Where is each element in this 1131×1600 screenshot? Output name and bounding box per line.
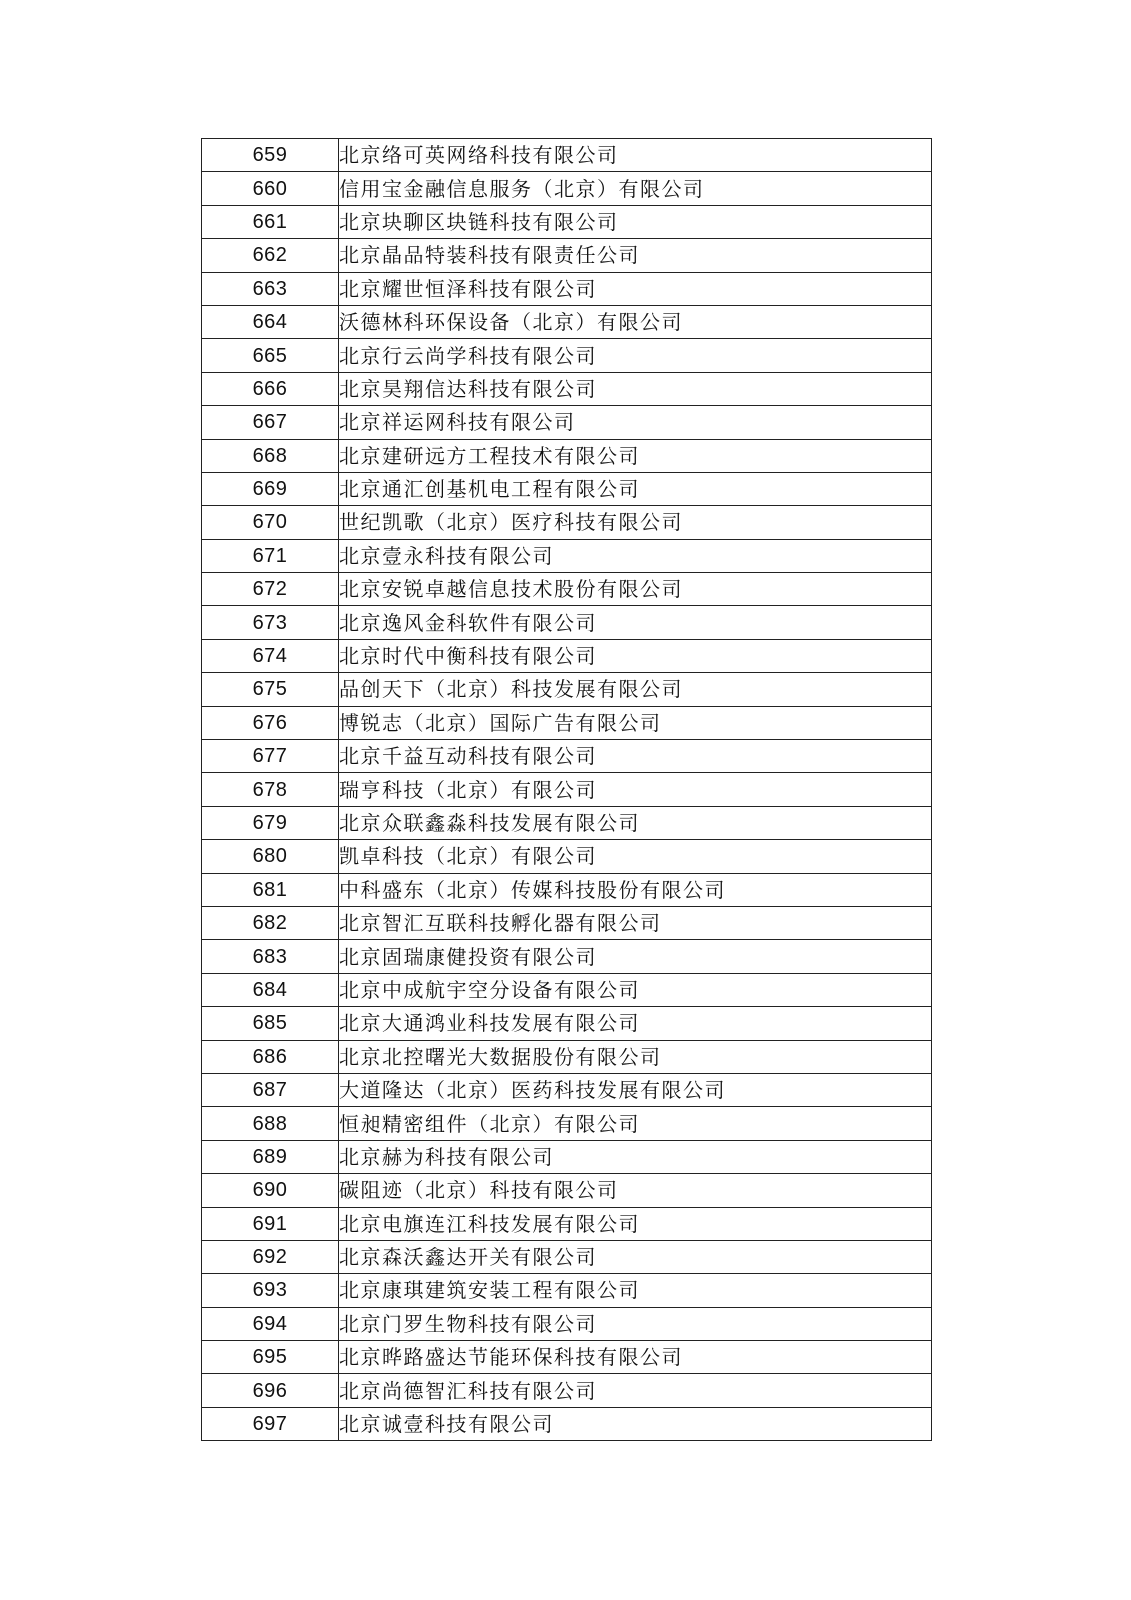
company-name: 北京赫为科技有限公司 bbox=[339, 1140, 932, 1173]
table-row bbox=[202, 1007, 932, 1040]
table-row bbox=[202, 406, 932, 439]
table-row bbox=[202, 573, 932, 606]
row-number: 660 bbox=[202, 172, 339, 205]
company-name: 北京祥运网科技有限公司 bbox=[339, 406, 932, 439]
row-number: 676 bbox=[202, 706, 339, 739]
row-number: 686 bbox=[202, 1040, 339, 1073]
row-number: 685 bbox=[202, 1007, 339, 1040]
table-row bbox=[202, 973, 932, 1006]
company-name: 北京晶品特装科技有限责任公司 bbox=[339, 239, 932, 272]
company-name: 北京行云尚学科技有限公司 bbox=[339, 339, 932, 372]
row-number: 690 bbox=[202, 1174, 339, 1207]
row-number: 697 bbox=[202, 1407, 339, 1440]
row-number: 664 bbox=[202, 305, 339, 338]
row-number: 674 bbox=[202, 639, 339, 672]
table-row bbox=[202, 773, 932, 806]
company-name: 北京智汇互联科技孵化器有限公司 bbox=[339, 906, 932, 939]
table-row bbox=[202, 205, 932, 238]
row-number: 672 bbox=[202, 573, 339, 606]
row-number: 683 bbox=[202, 940, 339, 973]
company-name: 北京逸风金科软件有限公司 bbox=[339, 606, 932, 639]
table-row bbox=[202, 1307, 932, 1340]
row-number: 692 bbox=[202, 1240, 339, 1273]
company-name: 北京通汇创基机电工程有限公司 bbox=[339, 472, 932, 505]
row-number: 689 bbox=[202, 1140, 339, 1173]
company-name: 北京北控曙光大数据股份有限公司 bbox=[339, 1040, 932, 1073]
company-name: 北京电旗连江科技发展有限公司 bbox=[339, 1207, 932, 1240]
table-row bbox=[202, 139, 932, 172]
table-row bbox=[202, 673, 932, 706]
row-number: 669 bbox=[202, 472, 339, 505]
company-name: 恒昶精密组件（北京）有限公司 bbox=[339, 1107, 932, 1140]
company-name: 北京壹永科技有限公司 bbox=[339, 539, 932, 572]
company-name: 北京诚壹科技有限公司 bbox=[339, 1407, 932, 1440]
table-row bbox=[202, 172, 932, 205]
row-number: 668 bbox=[202, 439, 339, 472]
company-name: 大道隆达（北京）医药科技发展有限公司 bbox=[339, 1073, 932, 1106]
row-number: 673 bbox=[202, 606, 339, 639]
table-row bbox=[202, 539, 932, 572]
table-row bbox=[202, 506, 932, 539]
row-number: 677 bbox=[202, 740, 339, 773]
table-row bbox=[202, 472, 932, 505]
table-row bbox=[202, 940, 932, 973]
company-name: 北京建研远方工程技术有限公司 bbox=[339, 439, 932, 472]
row-number: 693 bbox=[202, 1274, 339, 1307]
row-number: 680 bbox=[202, 840, 339, 873]
table-row bbox=[202, 1140, 932, 1173]
row-number: 687 bbox=[202, 1073, 339, 1106]
row-number: 670 bbox=[202, 506, 339, 539]
table-row bbox=[202, 740, 932, 773]
company-name: 北京门罗生物科技有限公司 bbox=[339, 1307, 932, 1340]
company-name: 北京大通鸿业科技发展有限公司 bbox=[339, 1007, 932, 1040]
company-name: 北京晔路盛达节能环保科技有限公司 bbox=[339, 1341, 932, 1374]
table-row bbox=[202, 840, 932, 873]
table-row bbox=[202, 1040, 932, 1073]
company-name: 博锐志（北京）国际广告有限公司 bbox=[339, 706, 932, 739]
row-number: 661 bbox=[202, 205, 339, 238]
row-number: 688 bbox=[202, 1107, 339, 1140]
table-row bbox=[202, 439, 932, 472]
company-name: 北京森沃鑫达开关有限公司 bbox=[339, 1240, 932, 1273]
company-name: 北京众联鑫淼科技发展有限公司 bbox=[339, 806, 932, 839]
row-number: 665 bbox=[202, 339, 339, 372]
company-name: 品创天下（北京）科技发展有限公司 bbox=[339, 673, 932, 706]
table-row bbox=[202, 1174, 932, 1207]
row-number: 678 bbox=[202, 773, 339, 806]
company-name: 沃德林科环保设备（北京）有限公司 bbox=[339, 305, 932, 338]
company-name: 世纪凯歌（北京）医疗科技有限公司 bbox=[339, 506, 932, 539]
table-row bbox=[202, 372, 932, 405]
table-row bbox=[202, 806, 932, 839]
table-row bbox=[202, 873, 932, 906]
row-number: 667 bbox=[202, 406, 339, 439]
table-row bbox=[202, 1374, 932, 1407]
company-name: 北京时代中衡科技有限公司 bbox=[339, 639, 932, 672]
table-row bbox=[202, 305, 932, 338]
company-name: 凯卓科技（北京）有限公司 bbox=[339, 840, 932, 873]
row-number: 694 bbox=[202, 1307, 339, 1340]
table-row bbox=[202, 1107, 932, 1140]
table-row bbox=[202, 1274, 932, 1307]
company-name: 北京块聊区块链科技有限公司 bbox=[339, 205, 932, 238]
company-name: 碳阻迹（北京）科技有限公司 bbox=[339, 1174, 932, 1207]
company-name: 北京络可英网络科技有限公司 bbox=[339, 139, 932, 172]
company-name: 北京康琪建筑安装工程有限公司 bbox=[339, 1274, 932, 1307]
row-number: 684 bbox=[202, 973, 339, 1006]
table-row bbox=[202, 1240, 932, 1273]
row-number: 675 bbox=[202, 673, 339, 706]
table-row bbox=[202, 639, 932, 672]
table-row bbox=[202, 906, 932, 939]
table-row bbox=[202, 339, 932, 372]
row-number: 696 bbox=[202, 1374, 339, 1407]
row-number: 691 bbox=[202, 1207, 339, 1240]
company-name: 北京固瑞康健投资有限公司 bbox=[339, 940, 932, 973]
company-name: 北京安锐卓越信息技术股份有限公司 bbox=[339, 573, 932, 606]
company-name: 北京尚德智汇科技有限公司 bbox=[339, 1374, 932, 1407]
company-list-table bbox=[201, 138, 932, 1441]
table-row bbox=[202, 272, 932, 305]
table-body bbox=[202, 139, 932, 1441]
company-name: 北京耀世恒泽科技有限公司 bbox=[339, 272, 932, 305]
table-row bbox=[202, 1341, 932, 1374]
company-name: 北京千益互动科技有限公司 bbox=[339, 740, 932, 773]
table-row bbox=[202, 1073, 932, 1106]
row-number: 663 bbox=[202, 272, 339, 305]
company-name: 信用宝金融信息服务（北京）有限公司 bbox=[339, 172, 932, 205]
table-row bbox=[202, 1207, 932, 1240]
row-number: 666 bbox=[202, 372, 339, 405]
row-number: 662 bbox=[202, 239, 339, 272]
table-row bbox=[202, 239, 932, 272]
table-row bbox=[202, 1407, 932, 1440]
row-number: 681 bbox=[202, 873, 339, 906]
row-number: 671 bbox=[202, 539, 339, 572]
table-row bbox=[202, 706, 932, 739]
table-row bbox=[202, 606, 932, 639]
company-name: 北京中成航宇空分设备有限公司 bbox=[339, 973, 932, 1006]
company-name: 瑞亨科技（北京）有限公司 bbox=[339, 773, 932, 806]
company-name: 中科盛东（北京）传媒科技股份有限公司 bbox=[339, 873, 932, 906]
row-number: 659 bbox=[202, 139, 339, 172]
company-name: 北京昊翔信达科技有限公司 bbox=[339, 372, 932, 405]
row-number: 682 bbox=[202, 906, 339, 939]
row-number: 679 bbox=[202, 806, 339, 839]
row-number: 695 bbox=[202, 1341, 339, 1374]
